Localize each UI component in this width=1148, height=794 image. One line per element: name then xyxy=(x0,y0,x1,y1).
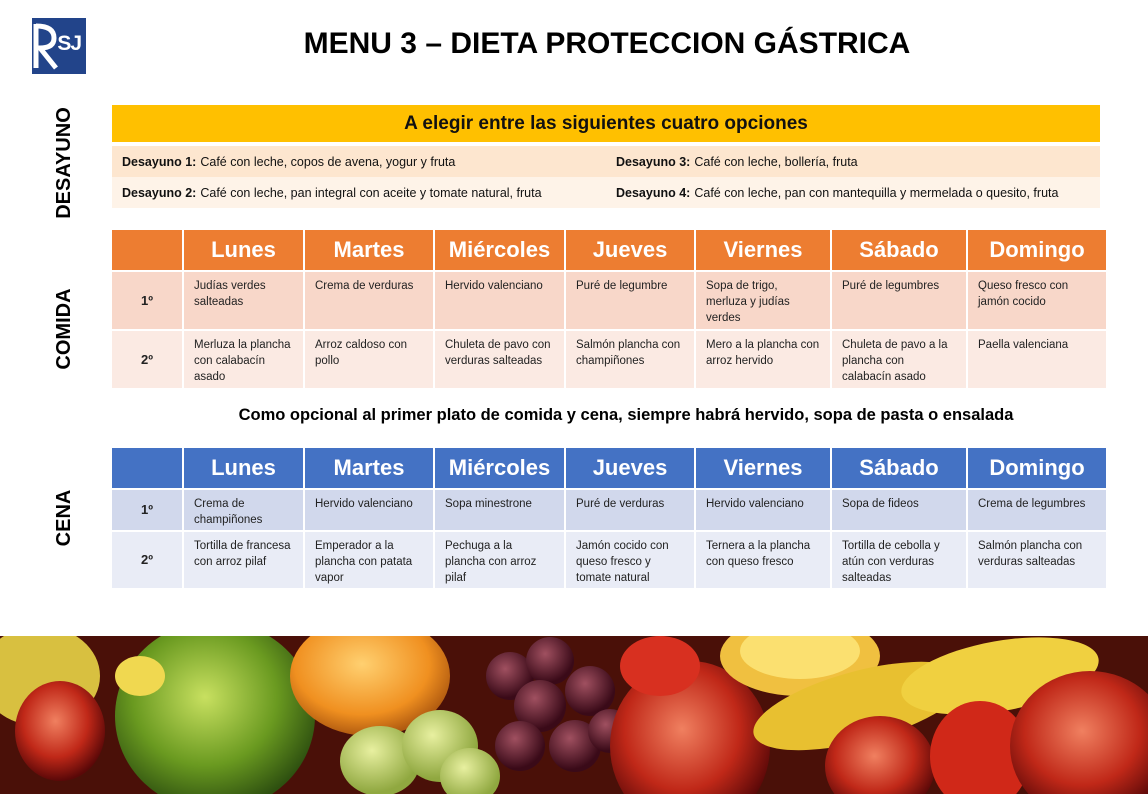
meal-cell: Crema de champiñones xyxy=(184,490,303,530)
meal-cell: Hervido valenciano xyxy=(696,490,830,530)
meal-cell: Puré de verduras xyxy=(566,490,694,530)
meal-cell: Hervido valenciano xyxy=(435,272,564,329)
course-label: 2º xyxy=(112,532,182,588)
page-title: MENU 3 – DIETA PROTECCION GÁSTRICA xyxy=(303,27,911,60)
day-header: Martes xyxy=(305,448,433,488)
section-label-comida: COMIDA xyxy=(53,288,75,370)
meal-cell: Hervido valenciano xyxy=(305,490,433,530)
day-header: Lunes xyxy=(184,448,303,488)
breakfast-option-1: Desayuno 1: Café con leche, copos de avena, yogur y fruta xyxy=(112,146,606,177)
meal-cell: Sopa de fideos xyxy=(832,490,966,530)
meal-cell: Sopa de trigo, merluza y judías verdes xyxy=(696,272,830,329)
day-header: Viernes xyxy=(696,230,830,270)
day-header: Lunes xyxy=(184,230,303,270)
table-row xyxy=(112,272,1106,329)
dinner-header-row xyxy=(112,448,1106,488)
breakfast-header: A elegir entre las siguientes cuatro opciones xyxy=(112,105,1100,142)
day-header: Domingo xyxy=(968,230,1106,270)
lunch-header-row xyxy=(112,230,1106,270)
section-label-cena: CENA xyxy=(53,489,75,547)
meal-cell: Merluza la plancha con calabacín asado xyxy=(184,331,303,388)
meal-cell: Queso fresco con jamón cocido xyxy=(968,272,1106,329)
day-header: Martes xyxy=(305,230,433,270)
day-header: Viernes xyxy=(696,448,830,488)
course-label: 1º xyxy=(112,490,182,530)
meal-cell: Paella valenciana xyxy=(968,331,1106,388)
meal-cell: Chuleta de pavo con verduras salteadas xyxy=(435,331,564,388)
breakfast-option-3: Desayuno 3: Café con leche, bollería, fruta xyxy=(606,146,1100,177)
day-header: Jueves xyxy=(566,230,694,270)
fruit-illustration-icon xyxy=(0,636,1148,794)
table-row xyxy=(112,490,1106,530)
meal-cell: Chuleta de pavo a la plancha con calabacín asado xyxy=(832,331,966,388)
meal-cell: Puré de legumbre xyxy=(566,272,694,329)
lunch-header-empty xyxy=(112,230,182,270)
section-label-desayuno: DESAYUNO xyxy=(53,107,75,219)
lunch-table xyxy=(110,228,1108,390)
fruit-banner-image xyxy=(0,636,1148,794)
meal-cell: Pechuga a la plancha con arroz pilaf xyxy=(435,532,564,588)
meal-cell: Jamón cocido con queso fresco y tomate natural xyxy=(566,532,694,588)
dinner-table xyxy=(110,446,1108,590)
day-header: Miércoles xyxy=(435,448,564,488)
optional-note: Como opcional al primer plato de comida y cena, siempre habrá hervido, sopa de pasta o ensalada xyxy=(238,406,1014,424)
breakfast-option-2: Desayuno 2: Café con leche, pan integral con aceite y tomate natural, fruta xyxy=(112,177,606,208)
day-header: Miércoles xyxy=(435,230,564,270)
meal-cell: Crema de legumbres xyxy=(968,490,1106,530)
meal-cell: Arroz caldoso con pollo xyxy=(305,331,433,388)
meal-cell: Tortilla de francesa con arroz pilaf xyxy=(184,532,303,588)
meal-cell: Salmón plancha con champiñones xyxy=(566,331,694,388)
table-row xyxy=(112,331,1106,388)
meal-cell: Mero a la plancha con arroz hervido xyxy=(696,331,830,388)
dinner-header-empty xyxy=(112,448,182,488)
meal-cell: Puré de legumbres xyxy=(832,272,966,329)
meal-cell: Salmón plancha con verduras salteadas xyxy=(968,532,1106,588)
table-row xyxy=(112,532,1106,588)
meal-cell: Crema de verduras xyxy=(305,272,433,329)
meal-cell: Judías verdes salteadas xyxy=(184,272,303,329)
meal-cell: Emperador a la plancha con patata vapor xyxy=(305,532,433,588)
day-header: Jueves xyxy=(566,448,694,488)
day-header: Domingo xyxy=(968,448,1106,488)
meal-cell: Tortilla de cebolla y atún con verduras salteadas xyxy=(832,532,966,588)
course-label: 2º xyxy=(112,331,182,388)
day-header: Sábado xyxy=(832,230,966,270)
meal-cell: Sopa minestrone xyxy=(435,490,564,530)
day-header: Sábado xyxy=(832,448,966,488)
breakfast-option-4: Desayuno 4: Café con leche, pan con mantequilla y mermelada o quesito, fruta xyxy=(606,177,1100,208)
meal-cell: Ternera a la plancha con queso fresco xyxy=(696,532,830,588)
course-label: 1º xyxy=(112,272,182,329)
logo-text: SJ xyxy=(57,32,81,55)
breakfast-options xyxy=(112,105,1100,208)
